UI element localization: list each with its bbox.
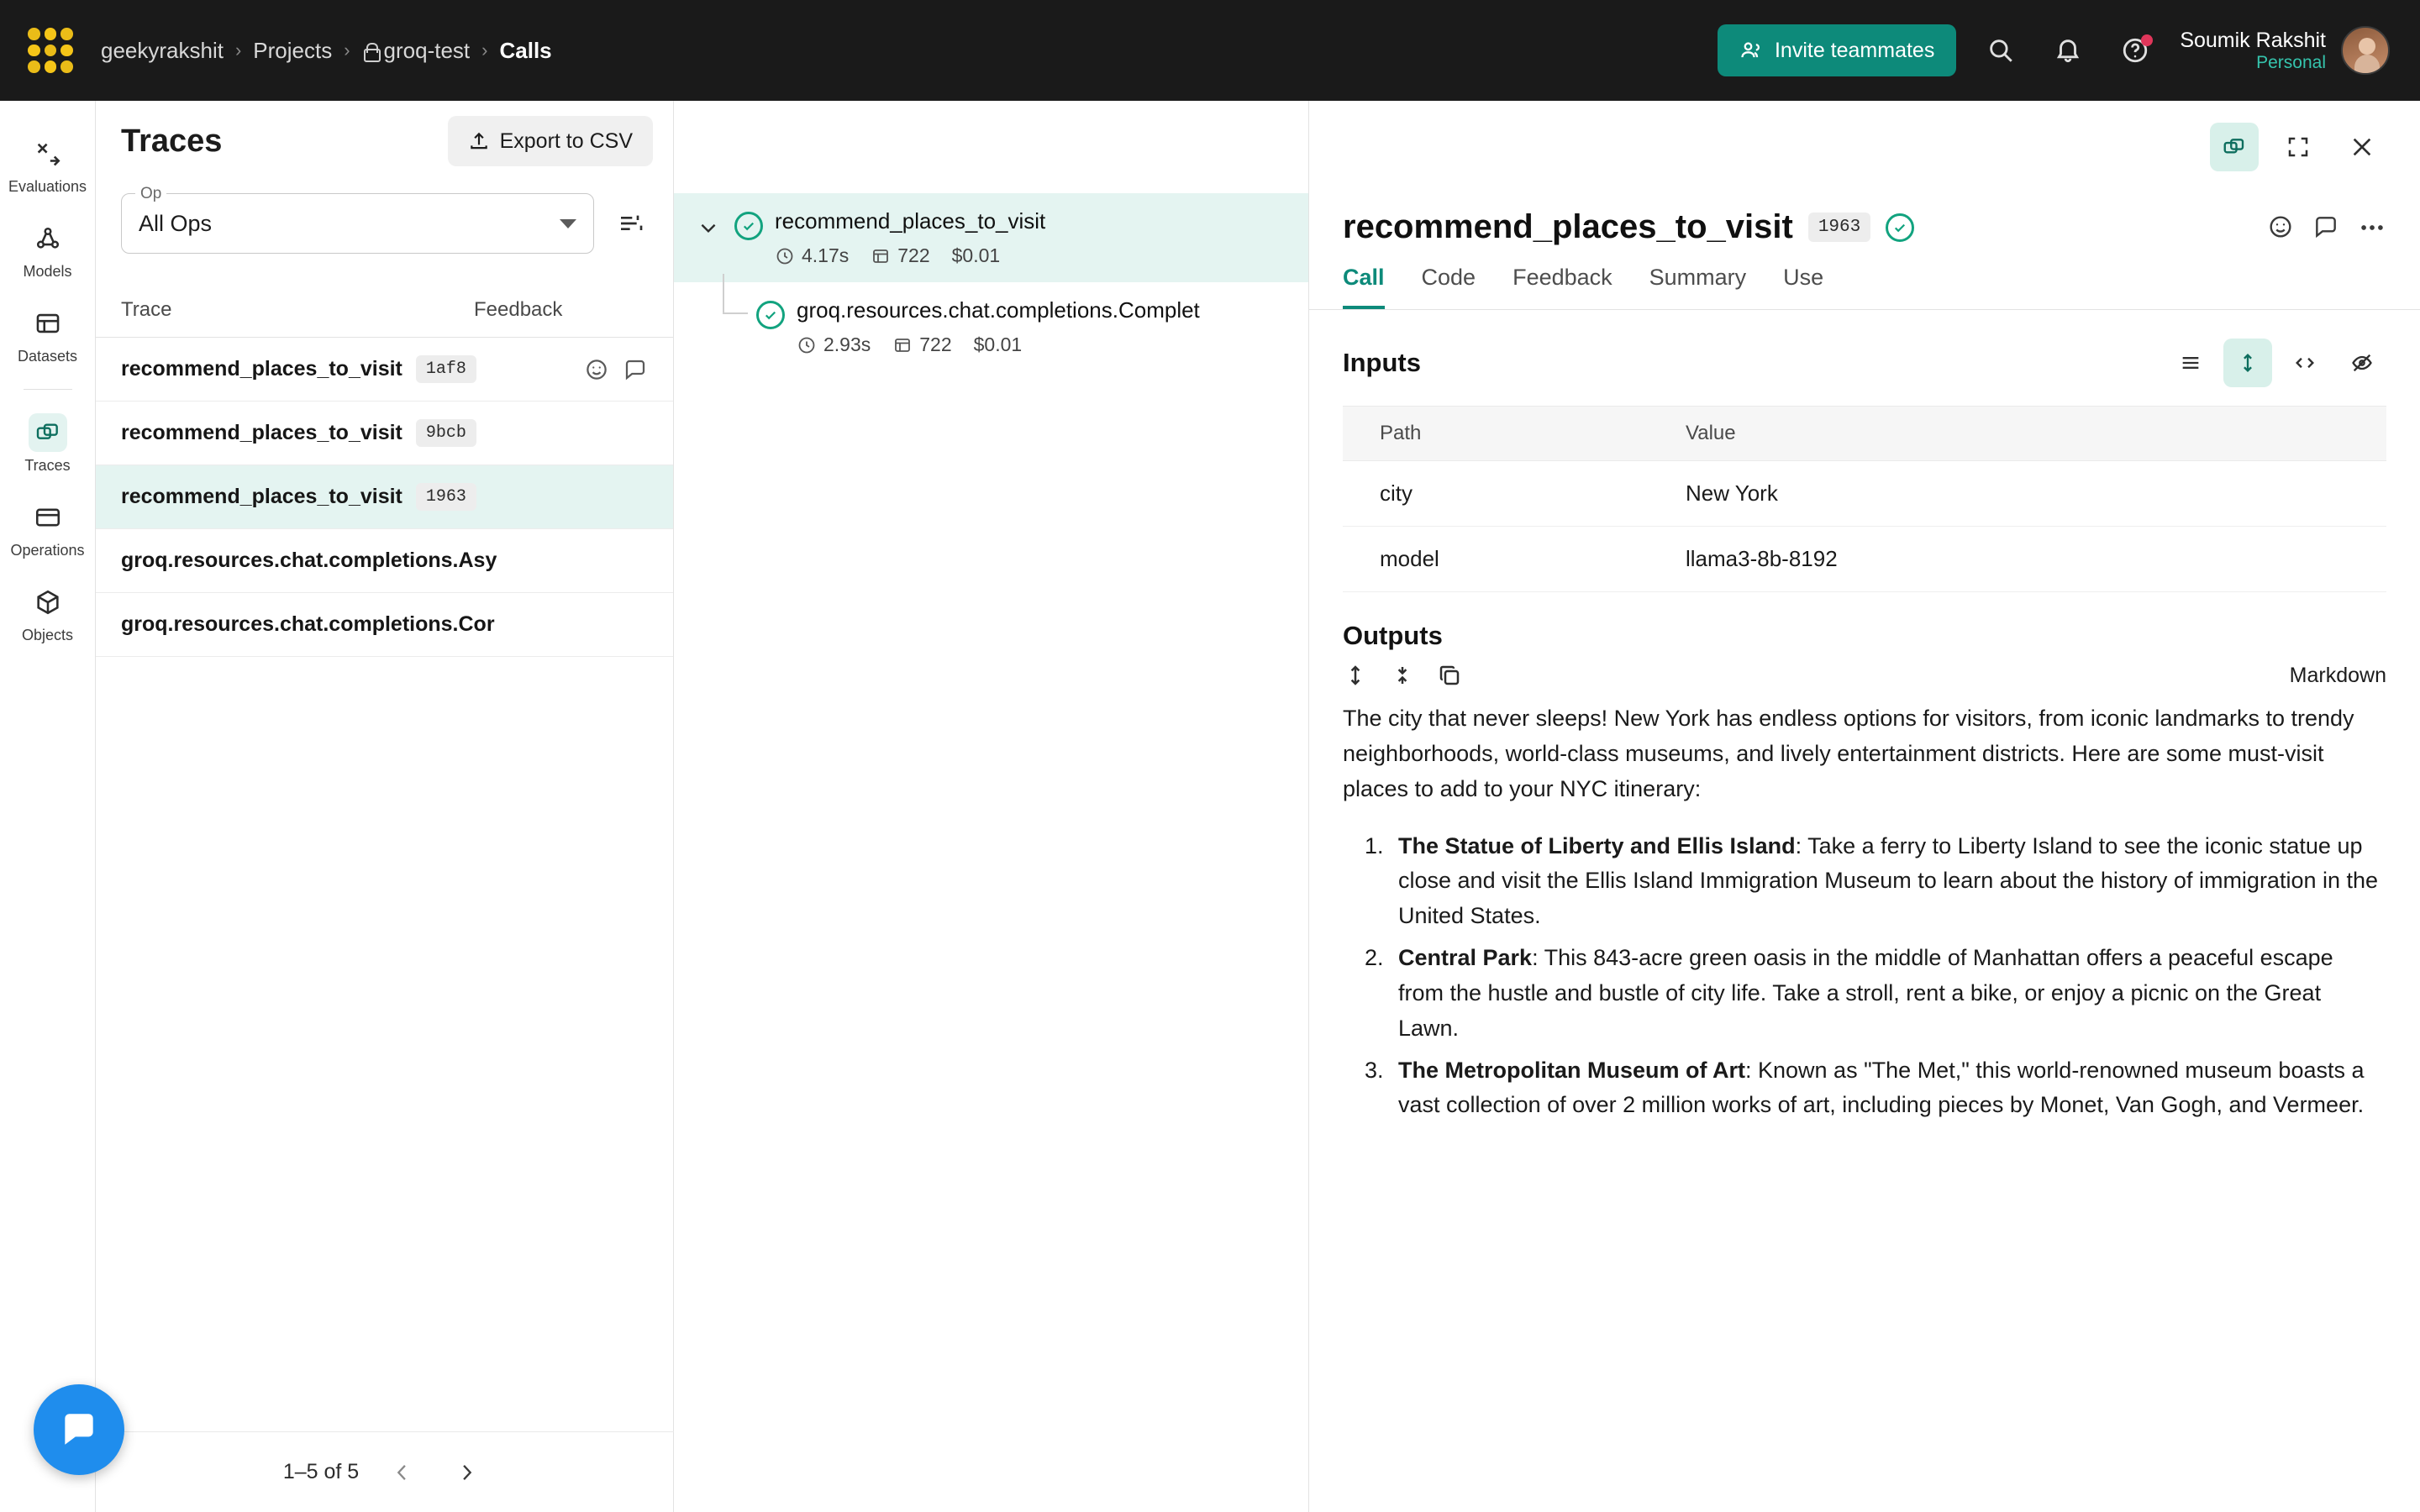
list-item-text: : This 843-acre green oasis in the middle of Manhattan offers a peaceful escape from the hustle and bustle of city life. Take a stroll, rent a bike, or enjoy a picnic on the Great Lawn. bbox=[1398, 945, 2333, 1041]
trace-name: recommend_places_to_visit bbox=[121, 357, 402, 381]
search-icon[interactable] bbox=[1978, 28, 2023, 73]
tree-node-body bbox=[775, 208, 1292, 267]
tokens-icon bbox=[871, 246, 891, 266]
clock-icon bbox=[775, 246, 795, 266]
breadcrumb-separator: › bbox=[481, 39, 488, 60]
op-filter-value: All Ops bbox=[139, 210, 213, 236]
top-bar bbox=[0, 0, 2420, 101]
input-value: llama3-8b-8192 bbox=[1686, 546, 1838, 571]
operations-icon bbox=[29, 498, 67, 537]
duration-value: 4.17s bbox=[802, 244, 850, 266]
breadcrumb-separator: › bbox=[234, 39, 242, 60]
breadcrumb-separator: › bbox=[344, 39, 350, 60]
help-badge-dot bbox=[2141, 34, 2153, 46]
breadcrumb-item-org[interactable]: geekyrakshit bbox=[101, 37, 224, 63]
op-filter-label: Op bbox=[135, 185, 166, 203]
sidebar-item-evaluations[interactable] bbox=[6, 123, 90, 207]
objects-icon bbox=[29, 583, 67, 622]
input-value: New York bbox=[1686, 480, 1778, 506]
trace-tree-panel bbox=[674, 101, 1309, 1512]
list-item-title: The Statue of Liberty and Ellis Island bbox=[1398, 832, 1796, 858]
duration-value: 2.93s bbox=[823, 333, 871, 355]
sidebar-item-objects[interactable] bbox=[6, 571, 90, 656]
tree-node-title: groq.resources.chat.completions.Complet bbox=[797, 297, 1200, 323]
tab-code[interactable]: Code bbox=[1421, 265, 1476, 290]
duration-metric bbox=[797, 333, 871, 356]
logo-grid-icon bbox=[28, 28, 73, 73]
duration-metric bbox=[775, 244, 849, 267]
inputs-table bbox=[1343, 406, 2386, 592]
trace-id: 1963 bbox=[416, 483, 476, 511]
tree-node-child-wrapper bbox=[674, 282, 1308, 371]
table-row[interactable] bbox=[96, 529, 673, 593]
table-row[interactable] bbox=[96, 338, 673, 402]
traces-header bbox=[96, 101, 673, 181]
emoji-reaction-icon[interactable] bbox=[2267, 213, 2294, 242]
outputs-toolbar bbox=[1309, 651, 2420, 688]
tab-call[interactable]: Call bbox=[1343, 265, 1385, 309]
cost-metric bbox=[952, 244, 1001, 267]
table-row bbox=[1343, 527, 2386, 592]
tree-node-child[interactable] bbox=[736, 282, 1308, 371]
table-row-selected[interactable] bbox=[96, 465, 673, 529]
table-row[interactable] bbox=[96, 402, 673, 465]
left-nav-rail bbox=[0, 101, 96, 1512]
tokens-metric bbox=[892, 333, 951, 356]
outputs-content bbox=[1309, 688, 2420, 1123]
status-success-icon bbox=[734, 212, 763, 240]
cost-value: $0.01 bbox=[973, 333, 1023, 355]
upload-icon bbox=[468, 130, 490, 152]
inputs-title: Inputs bbox=[1343, 348, 1421, 377]
outputs-list bbox=[1390, 829, 2383, 1124]
tokens-value: 722 bbox=[897, 244, 930, 266]
sidebar-item-datasets[interactable] bbox=[6, 292, 90, 377]
avatar[interactable] bbox=[2341, 26, 2390, 75]
comment-icon[interactable] bbox=[2312, 213, 2339, 242]
more-options-icon[interactable] bbox=[2358, 213, 2386, 242]
breadcrumb-item-projects[interactable]: Projects bbox=[253, 37, 333, 63]
previous-page-button[interactable] bbox=[382, 1452, 423, 1493]
user-plan: Personal bbox=[2256, 52, 2326, 72]
column-settings-icon[interactable] bbox=[609, 202, 653, 245]
list-view-icon[interactable] bbox=[2166, 339, 2215, 387]
sidebar-label-traces: Traces bbox=[24, 457, 71, 474]
cost-metric bbox=[974, 333, 1023, 356]
outputs-intro: The city that never sleeps! New York has endless options for visitors, from iconic landmarks to trendy neighborhoods, world-class museums, and lively entertainment districts. Here are some must-visit places to add to your NYC itinerary: bbox=[1343, 706, 2354, 801]
list-item bbox=[1390, 1053, 2383, 1124]
app-logo[interactable] bbox=[0, 0, 101, 101]
row-feedback-actions bbox=[584, 357, 648, 382]
table-row bbox=[1343, 461, 2386, 527]
tab-feedback[interactable]: Feedback bbox=[1512, 265, 1612, 290]
people-icon bbox=[1739, 39, 1763, 62]
invite-teammates-label: Invite teammates bbox=[1774, 38, 1935, 62]
column-header-path: Path bbox=[1380, 422, 1422, 444]
expand-rows-icon[interactable] bbox=[2223, 339, 2272, 387]
sidebar-item-models[interactable] bbox=[6, 207, 90, 292]
list-item bbox=[1390, 829, 2383, 935]
pagination-range: 1–5 of 5 bbox=[282, 1460, 360, 1483]
invite-teammates-button[interactable] bbox=[1718, 24, 1956, 76]
help-icon[interactable] bbox=[2112, 28, 2158, 73]
tokens-value: 722 bbox=[919, 333, 952, 355]
trace-name: groq.resources.chat.completions.Asy bbox=[121, 549, 497, 572]
detail-tabs bbox=[1309, 246, 2420, 310]
tab-use[interactable]: Use bbox=[1783, 265, 1824, 290]
chevron-down-icon bbox=[560, 219, 576, 228]
input-path: city bbox=[1380, 480, 1413, 506]
call-detail-panel bbox=[1309, 101, 2420, 1512]
op-filter-row bbox=[96, 181, 673, 262]
collapse-icon[interactable] bbox=[1390, 663, 1415, 688]
tree-node-meta bbox=[797, 333, 1292, 356]
models-icon bbox=[29, 219, 67, 258]
close-icon[interactable] bbox=[2338, 123, 2386, 171]
list-item-text: : Take a ferry to Liberty Island to see the iconic statue up close and visit the Ellis Island Immigration Museum to learn about the history of immigration in the United States. bbox=[1398, 832, 2379, 929]
expand-icon[interactable] bbox=[1343, 663, 1368, 688]
trace-name: groq.resources.chat.completions.Cor bbox=[121, 612, 495, 636]
tree-node-meta bbox=[775, 244, 1292, 267]
clock-icon bbox=[797, 335, 817, 355]
column-header-trace: Trace bbox=[121, 297, 172, 321]
breadcrumb-item-calls[interactable]: Calls bbox=[499, 37, 552, 63]
outputs-title: Outputs bbox=[1343, 621, 1443, 650]
input-path: model bbox=[1380, 546, 1439, 571]
cost-value: $0.01 bbox=[951, 244, 1001, 266]
fullscreen-icon[interactable] bbox=[2274, 123, 2323, 171]
next-page-button[interactable] bbox=[446, 1452, 487, 1493]
copy-icon[interactable] bbox=[1437, 663, 1462, 688]
sidebar-item-traces[interactable] bbox=[6, 402, 90, 486]
tree-node-title: recommend_places_to_visit bbox=[775, 208, 1046, 234]
notifications-bell-icon[interactable] bbox=[2045, 28, 2091, 73]
emoji-reaction-icon[interactable] bbox=[584, 357, 609, 382]
list-item-title: Central Park bbox=[1398, 945, 1533, 971]
outputs-section-header bbox=[1309, 592, 2420, 651]
traces-panel bbox=[96, 101, 674, 1512]
lock-icon bbox=[362, 42, 379, 60]
chat-icon bbox=[58, 1409, 100, 1451]
pagination bbox=[96, 1431, 674, 1512]
trace-tree-toolbar bbox=[674, 101, 1308, 193]
rail-divider bbox=[24, 389, 72, 390]
trace-name: recommend_places_to_visit bbox=[121, 421, 402, 444]
inputs-section-header bbox=[1309, 310, 2420, 387]
trace-name: recommend_places_to_visit bbox=[121, 485, 402, 508]
sidebar-label-operations: Operations bbox=[10, 542, 85, 559]
traces-icon bbox=[29, 413, 67, 452]
user-menu[interactable] bbox=[2180, 26, 2390, 75]
sidebar-label-models: Models bbox=[23, 263, 72, 280]
evaluations-icon bbox=[29, 134, 67, 173]
op-filter-select[interactable] bbox=[121, 185, 594, 254]
list-item-title: The Metropolitan Museum of Art bbox=[1398, 1057, 1745, 1083]
trace-id: 1af8 bbox=[416, 355, 476, 383]
detail-toolbar bbox=[1309, 101, 2420, 193]
chevron-down-icon[interactable] bbox=[694, 213, 723, 242]
column-header-value: Value bbox=[1686, 422, 1736, 444]
tab-summary[interactable]: Summary bbox=[1649, 265, 1747, 290]
list-item bbox=[1390, 941, 2383, 1047]
tokens-metric bbox=[871, 244, 929, 267]
breadcrumb-item-project[interactable] bbox=[362, 38, 471, 64]
hide-values-icon[interactable] bbox=[2338, 339, 2386, 387]
traces-table-header bbox=[96, 282, 673, 338]
support-chat-button[interactable] bbox=[34, 1384, 124, 1475]
detail-actions bbox=[2267, 213, 2386, 242]
export-to-csv-button[interactable] bbox=[448, 116, 653, 166]
status-success-icon bbox=[756, 301, 785, 329]
column-header-feedback: Feedback bbox=[474, 297, 563, 321]
page-title: Traces bbox=[121, 123, 223, 159]
inputs-view-tools bbox=[2166, 339, 2386, 387]
list-item-text: : Known as "The Met," this world-renowned museum boasts a vast collection of over 2 million works of art, including pieces by Monet, Van Gogh, and Vermeer. bbox=[1398, 1057, 2365, 1118]
sidebar-item-operations[interactable] bbox=[6, 486, 90, 571]
call-title: recommend_places_to_visit bbox=[1343, 208, 1793, 245]
split-view-icon[interactable] bbox=[2210, 123, 2259, 171]
inputs-table-header bbox=[1343, 406, 2386, 461]
detail-header bbox=[1309, 193, 2420, 246]
comment-icon[interactable] bbox=[623, 357, 648, 382]
trace-id: 9bcb bbox=[416, 419, 476, 447]
status-success-icon bbox=[1886, 213, 1914, 242]
user-name: Soumik Rakshit bbox=[2180, 28, 2326, 52]
datasets-icon bbox=[29, 304, 67, 343]
code-view-icon[interactable] bbox=[2281, 339, 2329, 387]
top-bar-right bbox=[1718, 24, 2420, 76]
export-to-csv-label: Export to CSV bbox=[499, 129, 633, 153]
call-id: 1963 bbox=[1808, 213, 1870, 242]
breadcrumb bbox=[101, 38, 552, 64]
sidebar-label-datasets: Datasets bbox=[17, 348, 78, 365]
tree-node-root[interactable] bbox=[674, 193, 1308, 282]
tree-node-body bbox=[797, 297, 1292, 356]
format-label[interactable]: Markdown bbox=[2289, 663, 2386, 687]
sidebar-label-objects: Objects bbox=[21, 627, 74, 643]
tokens-icon bbox=[892, 335, 913, 355]
sidebar-label-evaluations: Evaluations bbox=[8, 178, 87, 195]
breadcrumb-project-label: groq-test bbox=[383, 37, 471, 63]
table-row[interactable] bbox=[96, 593, 673, 657]
